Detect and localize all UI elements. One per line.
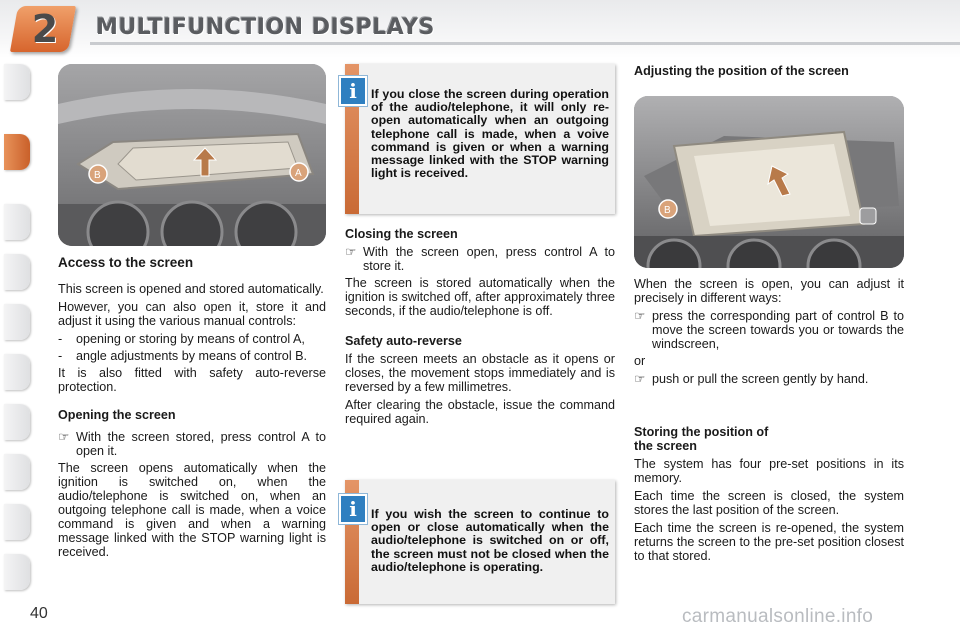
- label-b: B: [664, 205, 671, 216]
- storing-p3: Each time the screen is re-opened, the system returns the screen to the pre-set position closest to that stored.: [634, 521, 904, 563]
- chapter-number: 2: [31, 7, 59, 51]
- page-number: 40: [30, 605, 48, 622]
- page-header: [0, 0, 960, 58]
- chapter-tab[interactable]: [4, 504, 30, 540]
- chapter-tab[interactable]: [4, 204, 30, 240]
- chapter-tab[interactable]: [4, 554, 30, 590]
- access-p3: It is also fitted with safety auto-reverse protection.: [58, 366, 326, 394]
- dash-item: - angle adjustments by means of control B.: [58, 349, 326, 363]
- opening-description: The screen opens automatically when the ignition is switched on, when the audio/telephone is switched on, when an outgoing telephone call is made, when a voice command is given and when a warning message linked with the STOP warning light is received.: [58, 461, 326, 559]
- dash-item: - opening or storing by means of control A,: [58, 332, 326, 346]
- info-box-closing: [345, 64, 615, 214]
- access-heading: Access to the screen: [58, 255, 194, 270]
- chapter-tab-active[interactable]: [4, 134, 30, 170]
- info-box-text: If you wish the screen to continue to open or close automatically when the audio/telephone is switched on or off, the screen must not be closed when the audio/telephone is operating.: [371, 507, 609, 574]
- opening-heading: Opening the screen: [58, 408, 176, 422]
- right-column: [634, 277, 904, 567]
- closing-bullet: ☞ With the screen open, press control A to store it.: [345, 245, 615, 273]
- safety-p1: If the screen meets an obstacle as it opens or closes, the movement stops immediately and is reversed by a few millimetres.: [345, 352, 615, 394]
- safety-heading: Safety auto-reverse: [345, 334, 462, 348]
- info-box-text: If you close the screen during operation of the audio/telephone, it will only re-open automatically when an outgoing telephone call is made, when a voive command is given or when a warning message linked with the STOP warning light is received.: [371, 87, 609, 181]
- pointing-hand-icon: ☞: [345, 245, 357, 259]
- watermark: carmanualsonline.info: [682, 606, 874, 627]
- dash-text: opening or storing by means of control A,: [76, 332, 305, 346]
- chapter-tab[interactable]: [4, 354, 30, 390]
- chapter-tab[interactable]: [4, 454, 30, 490]
- pointing-hand-icon: ☞: [634, 309, 646, 323]
- access-p2: However, you can also open it, store it and adjust it using the various manual controls:: [58, 300, 326, 328]
- adjust-p1: When the screen is open, you can adjust it precisely in different ways:: [634, 277, 904, 305]
- adjust-bullet: ☞ push or pull the screen gently by hand.: [634, 372, 869, 386]
- dash-text: angle adjustments by means of control B.: [76, 349, 308, 363]
- closing-heading: Closing the screen: [345, 227, 458, 241]
- pointing-hand-icon: ☞: [634, 372, 646, 386]
- info-icon: i: [339, 494, 367, 524]
- middle-column: [345, 227, 615, 430]
- dashboard-illustration-open: [634, 96, 904, 268]
- safety-p2: After clearing the obstacle, issue the command required again.: [345, 398, 615, 426]
- label-b: B: [94, 170, 101, 181]
- storing-heading-line1: Storing the position of: [634, 425, 769, 439]
- dashboard-illustration: [58, 64, 326, 246]
- label-a: A: [295, 168, 302, 179]
- storing-heading-line2: the screen: [634, 439, 697, 453]
- pointing-hand-icon: ☞: [58, 430, 70, 444]
- left-column: [58, 255, 326, 563]
- chapter-tab[interactable]: [4, 404, 30, 440]
- dashboard-photo-closed: [58, 64, 326, 246]
- access-p1: This screen is opened and stored automatically.: [58, 282, 324, 296]
- chapter-tab[interactable]: [4, 304, 30, 340]
- storing-p2: Each time the screen is closed, the system stores the last position of the screen.: [634, 489, 904, 517]
- adjust-heading: Adjusting the position of the screen: [634, 64, 849, 78]
- chapter-tab[interactable]: [4, 254, 30, 290]
- page-title: MULTIFUNCTION DISPLAYS: [96, 15, 435, 40]
- chapter-tab[interactable]: [4, 64, 30, 100]
- dashboard-photo-open: [634, 96, 904, 268]
- header-rule: [90, 42, 960, 45]
- opening-bullet: ☞ With the screen stored, press control A to open it.: [58, 430, 326, 458]
- info-box-automatic: [345, 480, 615, 604]
- closing-text: The screen is stored automatically when the ignition is switched off, after approximately three seconds, if the audio/telephone is off.: [345, 276, 615, 318]
- adjust-bullet: ☞ press the corresponding part of control B to move the screen towards you or towards the windscreen,: [634, 309, 904, 351]
- storing-p1: The system has four pre-set positions in its memory.: [634, 457, 904, 485]
- chapter-tabs: [0, 64, 34, 584]
- or-text: or: [634, 354, 646, 368]
- right-column-top: [634, 64, 904, 78]
- info-icon: i: [339, 76, 367, 106]
